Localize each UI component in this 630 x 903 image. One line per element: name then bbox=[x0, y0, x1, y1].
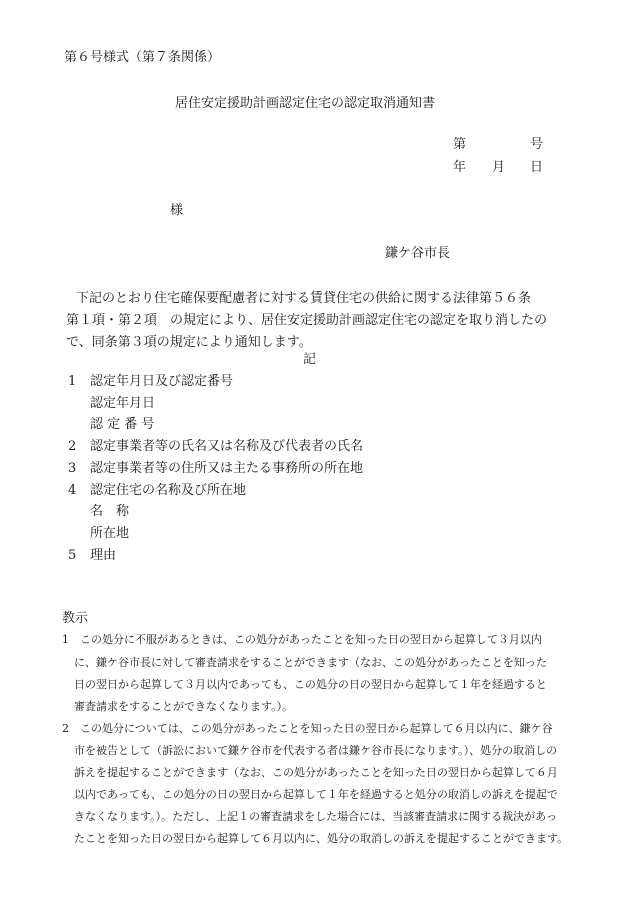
item-label: 名 称 bbox=[90, 504, 130, 519]
date-day: 日 bbox=[530, 160, 544, 175]
notice-line: 以内であっても、この処分の日の翌日から起算して１年を経過すると処分の取消しの訴えを提起で bbox=[74, 788, 558, 801]
date-year: 年 bbox=[453, 160, 467, 175]
item-number: 5 bbox=[68, 548, 77, 563]
notice-line: たことを知った日の翌日から起算して６月以内に、処分の取消しの訴えを提起することができます。 bbox=[74, 832, 569, 845]
addressee-suffix: 様 bbox=[170, 203, 184, 218]
notice-line: 2 この処分については、この処分があったことを知った日の翌日から起算して６月以内に、鎌ケ谷 bbox=[62, 722, 553, 735]
notice-line: 審査請求をすることができなくなります。）。 bbox=[74, 700, 294, 713]
notice-line: 日の翌日から起算して３月以内であっても、この処分の日の翌日から起算して１年を経過すると bbox=[74, 678, 547, 691]
item-label: 認 定 番 号 bbox=[90, 417, 155, 432]
body-line-3: で、同条第３項の規定により通知します。 bbox=[66, 335, 312, 350]
form-number: 第６号様式（第７条関係） bbox=[64, 50, 221, 65]
item-label: 認定住宅の名称及び所在地 bbox=[90, 483, 247, 498]
item-label: 認定事業者等の住所又は主たる事務所の所在地 bbox=[90, 461, 364, 476]
notice-line: きなくなります。）。ただし、上記１の審査請求をした場合には、当該審査請求に関する裁決があっ bbox=[74, 810, 558, 823]
body-line-1: 下記のとおり住宅確保要配慮者に対する賃貸住宅の供給に関する法律第５６条 bbox=[76, 291, 532, 306]
notice-line: 市を被告として（訴訟において鎌ケ谷市を代表する者は鎌ケ谷市長になります。）、処分の取消しの bbox=[74, 744, 558, 757]
notice-line: 訴えを提起することができます（なお、この処分があったことを知った日の翌日から起算して６月 bbox=[74, 766, 558, 779]
document-title: 居住安定援助計画認定住宅の認定取消通知書 bbox=[175, 96, 436, 111]
item-number: 4 bbox=[68, 483, 77, 498]
body-line-2: 第１項・第２項 の規定により、居住安定援助計画認定住宅の認定を取り消したの bbox=[66, 313, 548, 328]
notice-line: に、鎌ケ谷市長に対して審査請求をすることができます（なお、この処分があったことを知った bbox=[74, 656, 547, 669]
ki-mark: 記 bbox=[303, 352, 317, 367]
issuer-name: 鎌ケ谷市長 bbox=[385, 246, 451, 261]
date-month: 月 bbox=[492, 160, 506, 175]
item-label: 所在地 bbox=[90, 526, 130, 541]
item-label: 認定年月日及び認定番号 bbox=[90, 374, 234, 389]
item-number: 2 bbox=[68, 439, 77, 454]
item-number: 1 bbox=[68, 374, 77, 389]
item-label: 理由 bbox=[90, 548, 117, 563]
number-suffix: 号 bbox=[530, 137, 544, 152]
item-label: 認定年月日 bbox=[90, 396, 156, 411]
notice-line: 1 この処分に不服があるときは、この処分があったことを知った日の翌日から起算して３月以内 bbox=[62, 633, 542, 646]
item-number: 3 bbox=[68, 461, 77, 476]
number-prefix: 第 bbox=[453, 137, 467, 152]
item-label: 認定事業者等の氏名又は名称及び代表者の氏名 bbox=[90, 439, 364, 454]
notice-heading: 教示 bbox=[62, 611, 89, 626]
